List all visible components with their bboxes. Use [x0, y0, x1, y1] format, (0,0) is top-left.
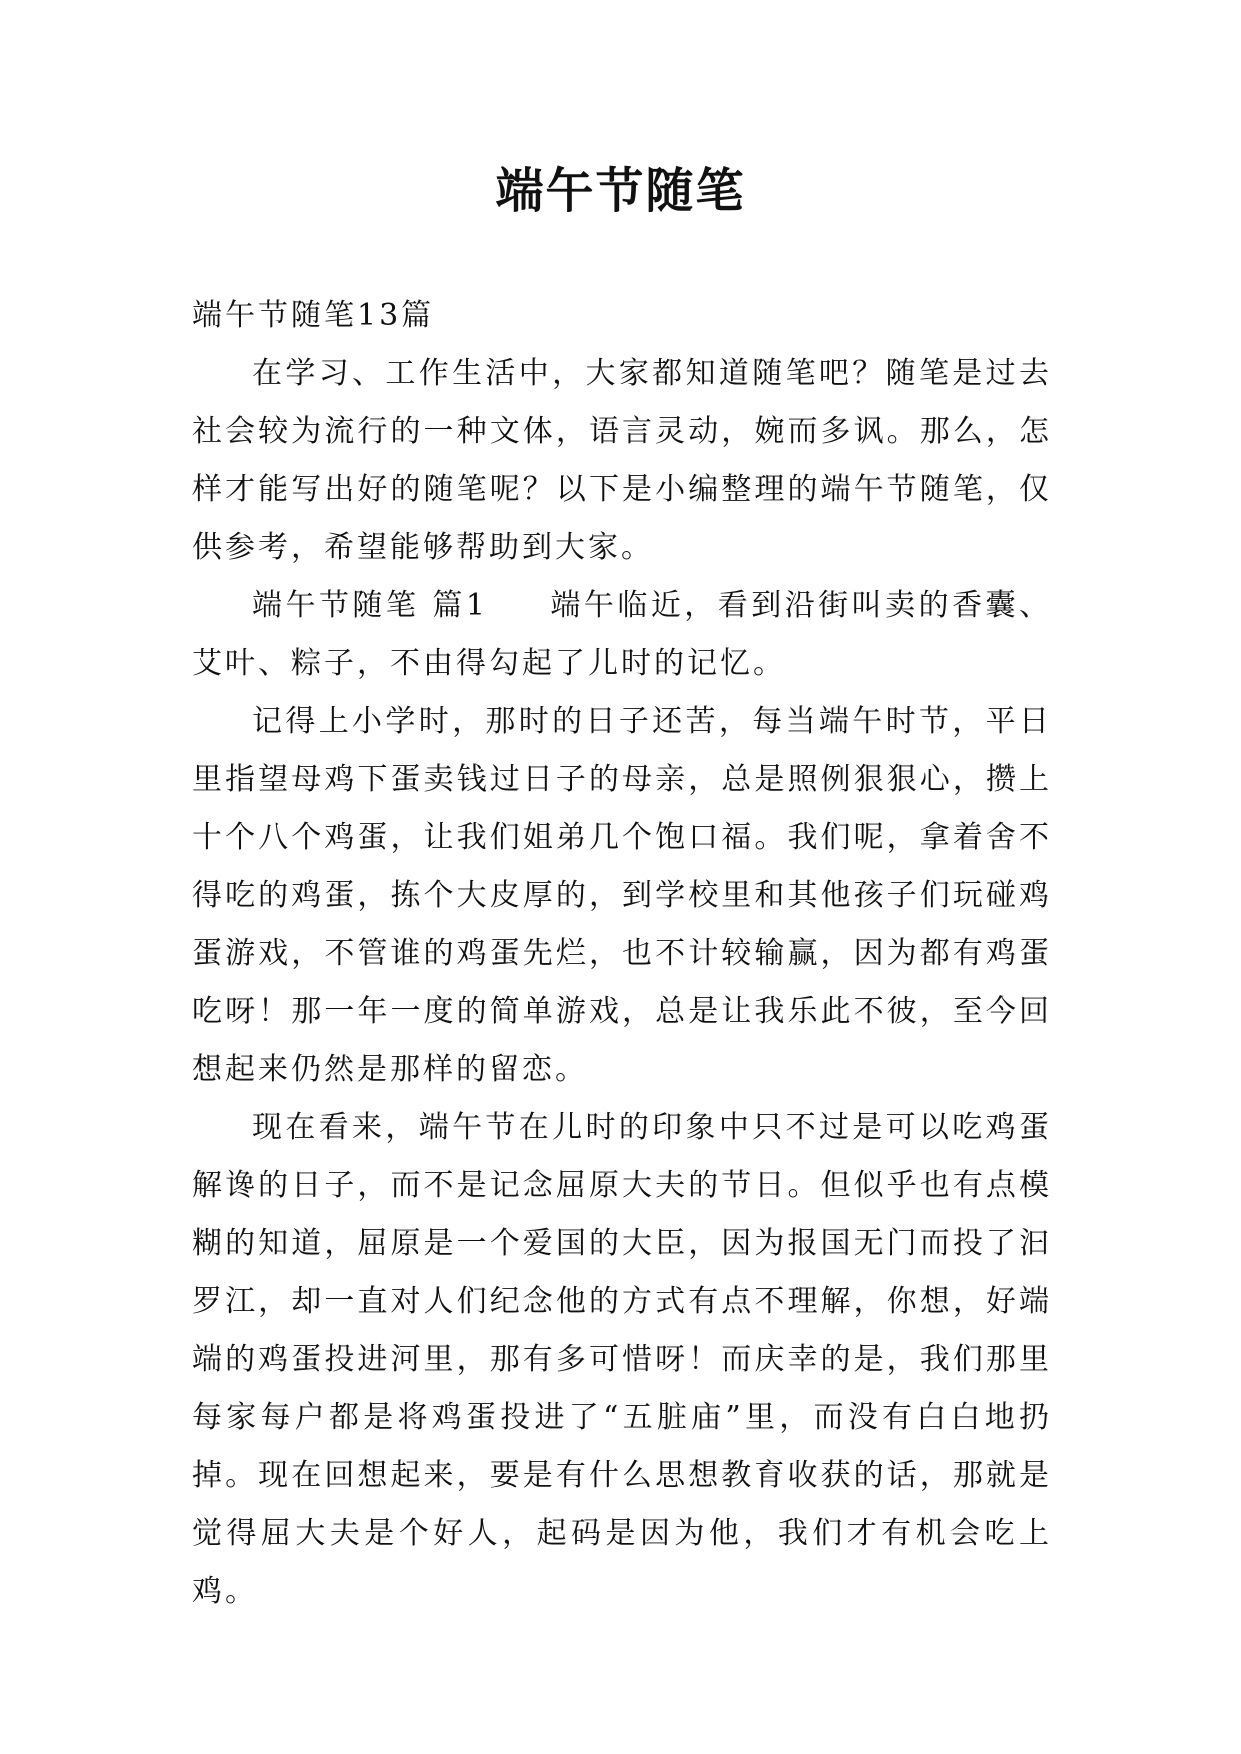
intro-paragraph: 在学习、工作生活中，大家都知道随笔吧？随笔是过去社会较为流行的一种文体，语言灵动，婉而多讽。那么，怎样才能写出好的随笔呢？以下是小编整理的端午节随笔，仅供参考，希望能够帮助到大家。 — [192, 356, 1052, 565]
section-heading: 端午节随笔 篇1 — [252, 588, 488, 623]
body-paragraph: 记得上小学时，那时的日子还苦，每当端午时节，平日里指望母鸡下蛋卖钱过日子的母亲，总是照例狠狠心，攒上十个八个鸡蛋，让我们姐弟几个饱口福。我们呢，拿着舍不得吃的鸡蛋，拣个大皮厚的，到学校里和其他孩子们玩碰鸡蛋游戏，不管谁的鸡蛋先烂，也不计较输赢，因为都有鸡蛋吃呀！那一年一度的简单游戏，总是让我乐此不彼，至今回想起来仍然是那样的留恋。 — [192, 704, 1052, 1087]
document-subtitle: 端午节随笔13篇 — [192, 298, 435, 333]
section-paragraph — [192, 577, 1052, 693]
body-paragraph: 现在看来，端午节在儿时的印象中只不过是可以吃鸡蛋解谗的日子，而不是记念屈原大夫的节日。但似乎也有点模糊的知道，屈原是一个爱国的大臣，因为报国无门而投了汩罗江，却一直对人们纪念他的方式有点不理解，你想，好端端的鸡蛋投进河里，那有多可惜呀！而庆幸的是，我们那里每家每户都是将鸡蛋投进了“五脏庙”里，而没有白白地扔掉。现在回想起来，要是有什么思想教育收获的话，那就是觉得屈大夫是个好人，起码是因为他，我们才有机会吃上鸡。 — [192, 1110, 1052, 1609]
section-first-text: 端午临近，看到沿街叫卖的香囊、艾叶、粽子，不由得勾起了儿时的记忆。 — [192, 588, 1053, 681]
document-body — [192, 287, 1052, 1621]
document-title: 端午节随笔 — [495, 163, 746, 219]
